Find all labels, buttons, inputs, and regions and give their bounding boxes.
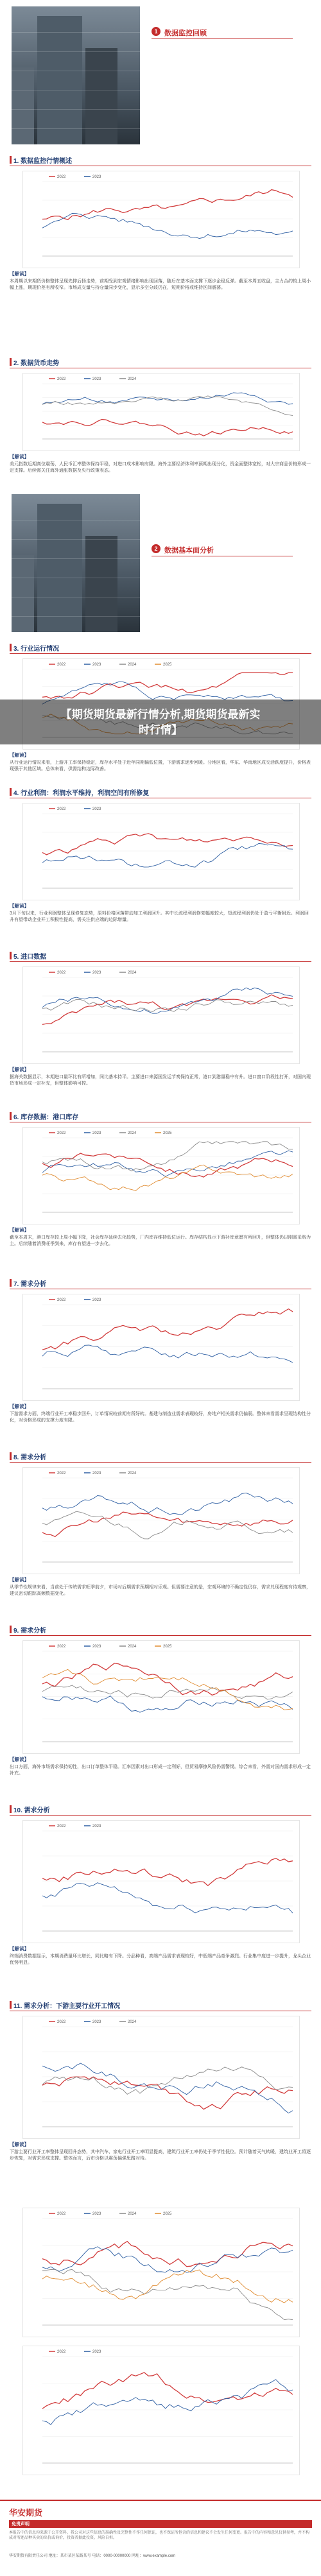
series-line	[42, 995, 293, 1024]
chart-panel	[22, 1467, 300, 1574]
legend-label: 2023	[92, 1825, 101, 1828]
commentary-text: 3月下旬以来，行业利润整体呈现修复态势，原料价格回落带动加工利润回升。其中长流程利润修复幅度较大，短流程利润仍处于盈亏平衡附近。利润回升有望带动企业开工积极性提高，需关注供应端的边际增量。	[10, 911, 309, 922]
legend-label: 2023	[92, 2212, 101, 2216]
commentary-label: 【解读】	[10, 1227, 29, 1233]
series-line	[42, 2373, 293, 2409]
series-line	[42, 1309, 293, 1350]
commentary-label: 【解读】	[10, 1577, 29, 1583]
commentary	[10, 1577, 311, 1597]
commentary-text: 从季节性规律来看，当前处于传统需求旺季前夕，市场对后期需求预期相对乐观。但需要注意的是，宏观环境的不确定性仍存，需求兑现程度有待观察，建议密切跟踪高频数据变化。	[10, 1585, 311, 1596]
legend-label: 2024	[128, 1645, 137, 1649]
legend-label: 2022	[57, 377, 66, 381]
chart-panel	[22, 1820, 300, 1943]
line-chart	[23, 1821, 299, 1943]
legend-label: 2023	[92, 1131, 101, 1135]
section-header	[10, 1450, 311, 1463]
legend-label: 2024	[128, 377, 137, 381]
series-line	[42, 2247, 293, 2272]
section-10	[10, 1803, 311, 1983]
legend-label: 2025	[163, 663, 172, 667]
building-photo	[12, 6, 140, 144]
line-chart	[23, 1128, 299, 1224]
legend-label: 2025	[163, 2212, 172, 2216]
section-title: 10. 需求分析	[13, 1807, 50, 1814]
commentary	[10, 454, 311, 474]
section-header	[10, 1803, 311, 1816]
legend-label: 2023	[92, 377, 101, 381]
series-line	[42, 2270, 293, 2303]
section-11	[10, 1999, 311, 2192]
section-title: 7. 需求分析	[13, 1281, 47, 1288]
section-header	[10, 950, 311, 962]
series-line	[42, 843, 293, 867]
commentary-label: 【解读】	[10, 1404, 29, 1409]
chart-panel	[22, 2346, 300, 2475]
commentary	[10, 271, 311, 291]
section-6	[10, 1110, 311, 1264]
title-overlay	[0, 700, 321, 744]
commentary-text: 从行业运行情况来看，上游开工率保持稳定，库存水平处于近年同期偏低位置，下游需求逐步回暖。分地区看，华东、华南地区成交活跃度提升，价格表现强于其他区域。总体来看，供需结构边际改善。	[10, 760, 311, 771]
commentary-label: 【解读】	[10, 1067, 29, 1072]
section-7	[10, 1277, 311, 1438]
legend-label: 2022	[57, 807, 66, 811]
section-8	[10, 1450, 311, 1611]
series-line	[42, 420, 293, 436]
chart-panel	[22, 1127, 300, 1224]
disclaimer-bar	[9, 2520, 312, 2528]
legend-label: 2023	[92, 1645, 101, 1649]
section-title: 8. 需求分析	[13, 1454, 47, 1461]
series-line	[42, 1859, 293, 1886]
contact-info: 华安期货有限责任公司 地址：某市某区某路某号 电话：0000-00000000 网址：www.example.com	[9, 2554, 176, 2558]
section-number-badge: 1	[152, 27, 160, 36]
series-line	[42, 1165, 293, 1190]
chart-panel	[22, 2016, 300, 2139]
chart-panel	[22, 171, 300, 268]
legend-label: 2022	[57, 1645, 66, 1649]
legend-label: 2024	[128, 663, 137, 667]
series-line	[42, 1493, 293, 1514]
series-line	[42, 1696, 293, 1713]
commentary	[10, 2142, 311, 2162]
legend-label: 2023	[92, 1472, 101, 1475]
series-line	[42, 2380, 293, 2425]
legend-label: 2022	[57, 1298, 66, 1302]
cover-section-title: 数据基本面分析	[164, 547, 214, 554]
section-title: 2. 数据货币走势	[13, 360, 60, 367]
chart-panel	[22, 2208, 300, 2337]
series-line	[42, 834, 293, 855]
line-chart	[23, 2016, 299, 2138]
chart-panel	[22, 373, 300, 451]
series-line	[42, 2063, 293, 2113]
series-line	[42, 1883, 293, 1913]
cover-section-title: 数据监控回顾	[164, 30, 207, 37]
section-number-badge: 2	[152, 544, 160, 553]
commentary-text: 下游需求方面，终端行业开工率稳步回升，订单情况较前期有所好转。基建与制造业需求表现较好，房地产相关需求仍偏弱。整体来看需求呈现结构性分化，对价格形成的支撑力度有限。	[10, 1412, 311, 1423]
section-title: 3. 行业运行情况	[13, 646, 60, 653]
footer	[0, 2500, 321, 2576]
legend-label: 2024	[128, 971, 137, 975]
commentary-label: 【解读】	[10, 903, 29, 909]
disclaimer-text: 本报告中的信息均来源于公开资料，我公司对这些信息的准确性及完整性不作任何保证，也不保证所包含的信息和建议不会发生任何变更。报告中的内容和意见仅供参考，并不构成对所述品种买卖的出价或询价，投资者据此投资，风险自担。	[9, 2531, 310, 2540]
section-header	[10, 786, 311, 798]
commentary-label: 【解读】	[10, 1946, 29, 1952]
legend-label: 2023	[92, 807, 101, 811]
line-chart	[23, 374, 299, 451]
line-chart	[23, 1641, 299, 1753]
legend-label: 2024	[128, 1131, 137, 1135]
line-chart	[23, 171, 299, 268]
series-line	[42, 214, 293, 239]
legend-label: 2022	[57, 2212, 66, 2216]
cover-section-1	[0, 0, 321, 148]
section-header	[10, 642, 311, 654]
legend-label: 2024	[128, 1472, 137, 1475]
series-line	[42, 673, 293, 698]
series-line	[42, 1685, 293, 1699]
legend-label: 2022	[57, 175, 66, 179]
series-line	[42, 1151, 293, 1176]
section-header	[10, 1110, 311, 1122]
section-header	[10, 356, 311, 368]
commentary-label: 【解读】	[10, 271, 29, 277]
section-title: 5. 进口数据	[13, 954, 47, 961]
series-line	[42, 2077, 293, 2109]
section-2	[10, 356, 311, 473]
section-12	[10, 2208, 311, 2490]
commentary-label: 【解读】	[10, 752, 29, 758]
legend-label: 2023	[92, 175, 101, 179]
line-chart	[23, 2208, 299, 2337]
legend-label: 2024	[128, 2020, 137, 2024]
commentary	[10, 752, 311, 773]
commentary-text: 截至本周末，港口库存较上周小幅下降，社会库存延续去化趋势，厂内库存维持低位运行。库存结构显示下游补库意愿有所回升，但整体仍以刚需采购为主。后续随着消费旺季到来，库存有望进一步去化。	[10, 1235, 311, 1246]
legend-label: 2023	[92, 1298, 101, 1302]
section-4	[10, 786, 311, 934]
commentary-label: 【解读】	[10, 2142, 29, 2147]
line-chart	[23, 803, 299, 900]
commentary-label: 【解读】	[10, 1756, 29, 1762]
series-line	[42, 393, 293, 404]
legend-label: 2022	[57, 1825, 66, 1828]
legend-label: 2022	[57, 2350, 66, 2354]
section-5	[10, 950, 311, 1097]
commentary-text: 出口方面，海外市场需求保持韧性，出口订单整体平稳。汇率因素对出口形成一定利好，但贸易摩擦风险仍需警惕。综合来看，外需对国内需求形成一定补充。	[10, 1765, 311, 1776]
commentary	[10, 903, 311, 923]
chart-panel	[22, 803, 300, 900]
series-line	[42, 1511, 293, 1539]
chart-panel	[22, 1294, 300, 1401]
legend-label: 2023	[92, 663, 101, 667]
section-title: 6. 库存数据：港口库存	[13, 1114, 79, 1121]
legend-label: 2022	[57, 2020, 66, 2024]
section-9	[10, 1624, 311, 1790]
legend-label: 2025	[163, 1645, 172, 1649]
legend-label: 2022	[57, 971, 66, 975]
legend-label: 2023	[92, 2020, 101, 2024]
section-title: 11. 需求分析：下游主要行业开工情况	[13, 2003, 121, 2010]
building-photo	[12, 494, 140, 632]
section-title: 1. 数据监控行情概述	[13, 158, 73, 165]
legend-label: 2025	[163, 1131, 172, 1135]
legend-label: 2024	[128, 2212, 137, 2216]
series-line	[42, 1512, 293, 1536]
series-line	[42, 1345, 293, 1362]
overlay-title: 【期货期货最新行情分析,期货期货最新实时行情】	[60, 708, 261, 736]
commentary-text: 美元指数近期高位震荡，人民币汇率整体保持平稳，对进口成本影响有限。海外主要经济体利率预期出现分化，资金面整体宽松，对大宗商品价格形成一定支撑。后续需关注海外通胀数据及央行政策表态。	[10, 462, 311, 473]
line-chart	[23, 1468, 299, 1574]
commentary	[10, 1756, 311, 1777]
legend-label: 2022	[57, 1472, 66, 1475]
section-1	[10, 154, 311, 353]
line-chart	[23, 2346, 299, 2475]
cover-section-2	[0, 488, 321, 635]
commentary-text: 终端消费数据显示，本期消费量环比增长，同比略有下降。分品种看，高端产品需求表现较好，中低端产品竞争激烈。行业集中度进一步提升，龙头企业优势明显。	[10, 1954, 311, 1965]
commentary-text: 下游主要行业开工率整体呈现回升态势，其中汽车、家电行业开工率明显提高，建筑行业开工率仍处于季节性低位。预计随着天气转暖，建筑业开工将逐步恢复，对需求形成支撑。整体而言，后市价格以震荡偏强思路对待。	[10, 2150, 311, 2161]
legend-label: 2022	[57, 1131, 66, 1135]
legend-label: 2023	[92, 971, 101, 975]
commentary	[10, 1946, 311, 1966]
commentary	[10, 1067, 311, 1087]
section-title: 9. 需求分析	[13, 1627, 47, 1635]
commentary	[10, 1404, 311, 1424]
series-line	[42, 2067, 293, 2095]
section-title: 4. 行业利润：利润水平维持，利润空间有所修复	[13, 790, 150, 797]
legend-label: 2022	[57, 663, 66, 667]
line-chart	[23, 1294, 299, 1400]
chart-panel	[22, 966, 300, 1064]
company-logo: 华安期货	[9, 2509, 43, 2518]
section-header	[10, 1999, 311, 2011]
section-header	[10, 1277, 311, 1289]
series-line	[42, 999, 293, 1011]
chart-panel	[22, 1640, 300, 1754]
section-header	[10, 154, 311, 166]
line-chart	[23, 967, 299, 1063]
commentary	[10, 1227, 311, 1248]
commentary-text: 本周期以来期货价格整体呈现先抑后扬走势，前期受到宏观情绪影响出现回落，随后在基本面支撑下逐步企稳反弹。截至本周五收盘，主力合约较上周小幅上涨，期现价差有所收窄。市场成交量与持仓量同步变化，显示多空分歧仍在，短期价格或维持区间震荡。	[10, 279, 311, 290]
commentary-text: 据海关数据显示，本期进口量环比有所增加，同比基本持平。主要进口来源国发运节奏保持正常，港口到港量稳中有升。进口窗口阶段性打开，对国内现货市场形成一定补充，但整体影响可控。	[10, 1075, 311, 1086]
commentary-label: 【解读】	[10, 454, 29, 459]
legend-label: 2023	[92, 2350, 101, 2354]
series-line	[42, 190, 293, 220]
disclaimer-title: 免责声明	[12, 2522, 30, 2527]
section-header	[10, 1624, 311, 1636]
